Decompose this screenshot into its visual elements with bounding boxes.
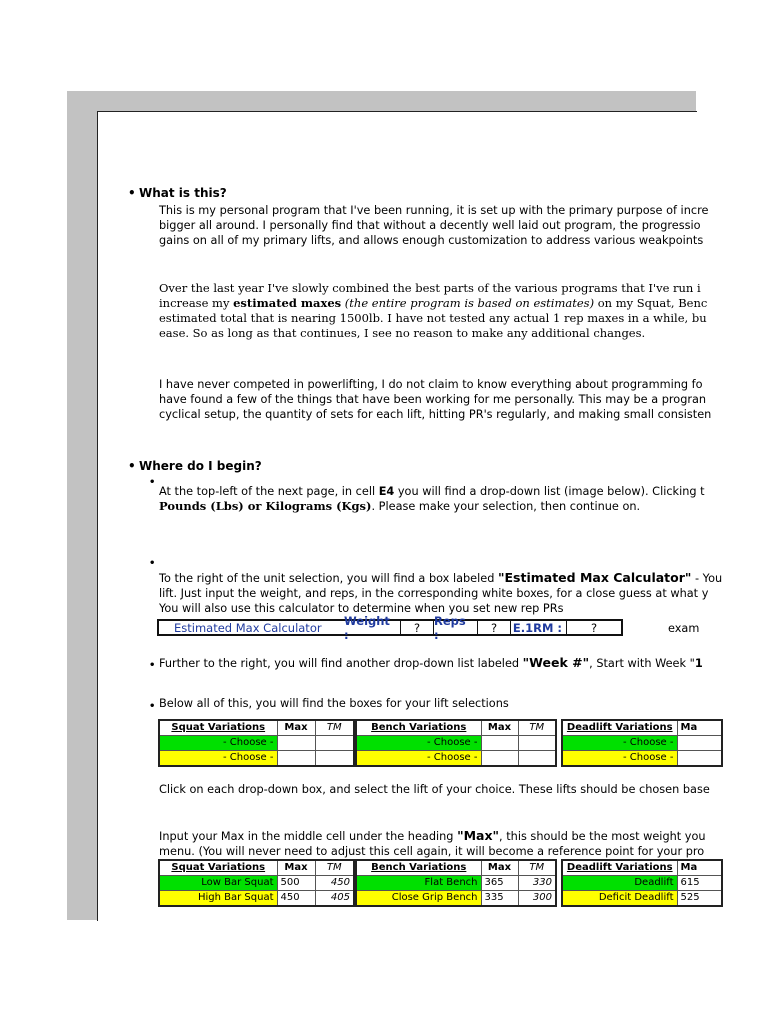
text-run: Input your Max in the middle cell under the heading (159, 830, 458, 843)
text-run: on my Squat, Benc (594, 296, 708, 310)
table-row (356, 891, 556, 907)
bullet-icon: • (128, 186, 136, 200)
bullet-icon: • (149, 660, 156, 671)
table-header: Squat Variations (159, 860, 277, 876)
lift-dropdown[interactable]: - Choose - (356, 751, 481, 767)
paragraph-history (159, 281, 707, 341)
weight-input[interactable]: ? (400, 621, 433, 634)
tm-cell (315, 736, 354, 751)
tm-cell (518, 751, 556, 767)
estimated-maxes-text: estimated maxes (233, 296, 342, 310)
text-run: Further to the right, you will find another drop-down list labeled (159, 657, 523, 670)
tm-cell (518, 736, 556, 751)
max-cell[interactable]: 615 (677, 876, 722, 891)
lift-dropdown[interactable]: - Choose - (562, 736, 677, 751)
lift-dropdown[interactable]: Deficit Deadlift (562, 891, 677, 907)
instruction-click-dropdown: Click on each drop-down box, and select the lift of your choice. These lifts should be chosen base (159, 783, 710, 796)
text-run: At the top-left of the next page, in cell (159, 485, 379, 498)
example-label: exam (668, 622, 700, 635)
max-cell[interactable]: 450 (277, 891, 315, 907)
estimates-note: (the entire program is based on estimates) (341, 296, 595, 310)
calculator-name: "Estimated Max Calculator" (497, 570, 692, 585)
table-row (562, 736, 722, 751)
max-cell[interactable] (677, 736, 722, 751)
section-heading-what: What is this? (139, 186, 227, 200)
max-cell[interactable]: 525 (677, 891, 722, 907)
max-heading-ref: "Max" (457, 828, 500, 843)
text-line: estimated total that is nearing 1500lb. I have not tested any actual 1 rep maxes in a while, bu (159, 311, 707, 325)
text-line (159, 499, 705, 514)
calculator-title: Estimated Max Calculator (174, 620, 322, 635)
text-line: bigger all around. I personally find that without a decently well laid out program, the progressio (159, 219, 701, 232)
text-line: cyclical setup, the quantity of sets for each lift, hitting PR's regularly, and making small consisten (159, 408, 712, 421)
step-calculator (159, 570, 722, 616)
bench-table-empty (355, 719, 557, 767)
estimated-max-calculator (157, 613, 623, 642)
table-row (159, 736, 354, 751)
table-row (159, 876, 354, 891)
week-label: "Week #" (522, 655, 590, 670)
table-header: Deadlift Variations (562, 860, 677, 876)
max-cell[interactable] (277, 736, 315, 751)
text-run: , Start with Week " (589, 657, 695, 670)
deadlift-table-filled (561, 859, 723, 907)
tm-cell (315, 751, 354, 767)
text-run: you will find a drop-down list (image below). Clicking t (394, 485, 705, 498)
lift-dropdown[interactable]: - Choose - (159, 736, 277, 751)
table-header-tm: TM (518, 720, 556, 736)
lift-dropdown[interactable]: - Choose - (562, 751, 677, 767)
table-header-max: Max (277, 720, 315, 736)
text-run: , this should be the most weight you (499, 830, 706, 843)
text-line: menu. (You will never need to adjust this cell again, it will become a reference point for your pro (159, 845, 705, 858)
text-line (159, 570, 722, 586)
text-line: I have never competed in powerlifting, I do not claim to know everything about programming fo (159, 378, 703, 391)
lift-dropdown[interactable]: Close Grip Bench (356, 891, 481, 907)
lift-dropdown[interactable]: Flat Bench (356, 876, 481, 891)
text-line (159, 484, 705, 499)
cell-ref: E4 (378, 485, 395, 498)
lift-dropdown[interactable]: Low Bar Squat (159, 876, 277, 891)
text-run: To the right of the unit selection, you will find a box labeled (159, 572, 498, 585)
step-lift-selection: Below all of this, you will find the boxes for your lift selections (159, 697, 509, 710)
lift-dropdown[interactable]: Deadlift (562, 876, 677, 891)
table-header-max: Ma (677, 720, 722, 736)
table-header: Squat Variations (159, 720, 277, 736)
e1rm-label: E.1RM : (510, 621, 566, 634)
table-header-tm: TM (315, 720, 354, 736)
table-row (562, 891, 722, 907)
step-unit-selection (159, 484, 705, 514)
table-header: Bench Variations (356, 720, 481, 736)
step-week-dropdown (159, 655, 703, 671)
squat-table-filled (158, 859, 355, 907)
max-cell[interactable]: 335 (481, 891, 518, 907)
table-row (159, 891, 354, 907)
text-line: gains on all of my primary lifts, and allows enough customization to address various weakpoints (159, 234, 704, 247)
pounds-option: Pounds (Lbs) (159, 499, 244, 513)
table-row (159, 751, 354, 767)
text-line: lift. Just input the weight, and reps, in the corresponding white boxes, for a close guess at what y (159, 587, 709, 600)
text-run: or (243, 499, 266, 513)
text-line: You will also use this calculator to determine when you set new rep PRs (159, 602, 564, 615)
e1rm-output: ? (566, 621, 621, 634)
paragraph-disclaimer (159, 377, 711, 422)
text-run: - You (691, 572, 723, 585)
reps-label: Reps : (433, 621, 477, 634)
text-line: have found a few of the things that have been working for me personally. This may be a progran (159, 393, 707, 406)
squat-table-empty (158, 719, 355, 767)
document-page (97, 111, 723, 921)
deadlift-table-empty (561, 719, 723, 767)
bullet-icon: • (149, 558, 156, 569)
reps-input[interactable]: ? (477, 621, 510, 634)
max-cell[interactable] (481, 751, 518, 767)
tm-cell: 405 (315, 891, 354, 907)
max-cell[interactable]: 365 (481, 876, 518, 891)
week-number: 1 (694, 657, 703, 670)
tm-cell: 330 (518, 876, 556, 891)
max-cell[interactable] (481, 736, 518, 751)
table-row (562, 751, 722, 767)
table-row (356, 736, 556, 751)
tm-cell: 450 (315, 876, 354, 891)
table-row (562, 876, 722, 891)
max-cell[interactable]: 500 (277, 876, 315, 891)
text-line: This is my personal program that I've been running, it is set up with the primary purpose of incre (159, 204, 709, 217)
table-row (356, 751, 556, 767)
lift-dropdown[interactable]: High Bar Squat (159, 891, 277, 907)
kilograms-option: Kilograms (Kgs) (265, 499, 372, 513)
table-row (356, 876, 556, 891)
bench-table-filled (355, 859, 557, 907)
max-cell[interactable] (677, 751, 722, 767)
table-header-max: Max (481, 720, 518, 736)
table-header-tm: TM (315, 860, 354, 876)
text-line: Over the last year I've slowly combined the best parts of the various programs that I've run i (159, 281, 701, 295)
max-cell[interactable] (277, 751, 315, 767)
table-header-tm: TM (518, 860, 556, 876)
text-line (159, 828, 706, 844)
weight-label: Weight : (344, 613, 390, 642)
text-line (159, 296, 707, 311)
table-header-max: Max (481, 860, 518, 876)
bullet-icon: • (149, 477, 156, 488)
lift-dropdown[interactable]: - Choose - (356, 736, 481, 751)
bullet-icon: • (128, 459, 136, 473)
text-run: increase my (159, 296, 234, 310)
lift-dropdown[interactable]: - Choose - (159, 751, 277, 767)
table-header-max: Max (277, 860, 315, 876)
table-header: Deadlift Variations (562, 720, 677, 736)
text-line: ease. So as long as that continues, I see no reason to make any additional changes. (159, 326, 646, 340)
section-heading-begin: Where do I begin? (139, 459, 262, 473)
table-header-max: Ma (677, 860, 722, 876)
tm-cell: 300 (518, 891, 556, 907)
text-run: . Please make your selection, then continue on. (371, 500, 641, 513)
paragraph-intro (159, 203, 708, 248)
instruction-input-max (159, 828, 706, 859)
table-header: Bench Variations (356, 860, 481, 876)
bullet-icon: • (149, 701, 156, 712)
